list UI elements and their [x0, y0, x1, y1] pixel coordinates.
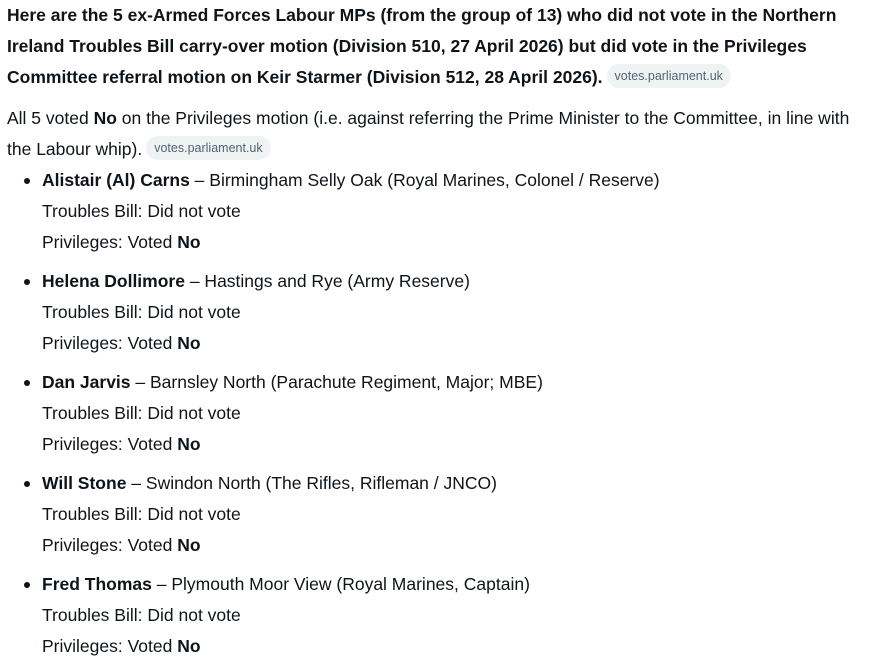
mp-name: Fred Thomas — [42, 574, 152, 594]
mp-name: Dan Jarvis — [42, 372, 131, 392]
intro-text: Here are the 5 ex-Armed Forces Labour MPs (from the group of 13) who did not vote in the Northern Ireland Troubles Bill carry-over motion (Division 510, 27 April 2026) but did vote in the Privileges Committee referral motion on Keir Starmer (Division 512, 28 April 2026). — [7, 5, 837, 87]
source-chip[interactable]: votes.parliament.uk — [607, 64, 731, 88]
mp-heading — [42, 165, 865, 196]
source-chip[interactable]: votes.parliament.uk — [146, 136, 270, 160]
intro-paragraph — [7, 0, 865, 93]
list-item — [42, 367, 865, 460]
summary-prefix: All 5 voted — [7, 108, 94, 128]
troubles-vote: Troubles Bill: Did not vote — [42, 403, 241, 423]
mp-detail: – Swindon North (The Rifles, Rifleman / JNCO) — [126, 473, 497, 493]
list-item — [42, 266, 865, 359]
privileges-prefix: Privileges: Voted — [42, 333, 178, 353]
privileges-vote — [42, 530, 865, 561]
privileges-vote-value: No — [177, 232, 201, 252]
troubles-vote: Troubles Bill: Did not vote — [42, 605, 241, 625]
privileges-vote — [42, 429, 865, 460]
troubles-vote: Troubles Bill: Did not vote — [42, 504, 241, 524]
mp-heading — [42, 266, 865, 297]
summary-suffix: on the Privileges motion (i.e. against referring the Prime Minister to the Committee, in line with the Labour whip). — [7, 108, 850, 159]
mp-detail: – Birmingham Selly Oak (Royal Marines, Colonel / Reserve) — [189, 170, 660, 190]
troubles-vote: Troubles Bill: Did not vote — [42, 201, 241, 221]
privileges-vote-value: No — [177, 434, 201, 454]
list-item — [42, 468, 865, 561]
privileges-prefix: Privileges: Voted — [42, 636, 178, 656]
mp-detail: – Hastings and Rye (Army Reserve) — [184, 271, 470, 291]
mp-heading — [42, 569, 865, 600]
privileges-prefix: Privileges: Voted — [42, 535, 178, 555]
privileges-vote-value: No — [177, 636, 201, 656]
mp-name: Helena Dollimore — [42, 271, 185, 291]
mp-list — [7, 165, 865, 662]
privileges-vote — [42, 227, 865, 258]
privileges-vote-value: No — [177, 333, 201, 353]
mp-name: Alistair (Al) Carns — [42, 170, 190, 190]
mp-detail: – Barnsley North (Parachute Regiment, Major; MBE) — [130, 372, 543, 392]
mp-name: Will Stone — [42, 473, 127, 493]
list-item — [42, 165, 865, 258]
summary-emphasis: No — [93, 108, 117, 128]
privileges-prefix: Privileges: Voted — [42, 434, 178, 454]
mp-detail: – Plymouth Moor View (Royal Marines, Captain) — [151, 574, 530, 594]
privileges-prefix: Privileges: Voted — [42, 232, 178, 252]
list-item — [42, 569, 865, 662]
privileges-vote — [42, 328, 865, 359]
mp-heading — [42, 468, 865, 499]
privileges-vote-value: No — [177, 535, 201, 555]
mp-heading — [42, 367, 865, 398]
privileges-vote — [42, 631, 865, 662]
summary-paragraph — [7, 103, 865, 165]
troubles-vote: Troubles Bill: Did not vote — [42, 302, 241, 322]
